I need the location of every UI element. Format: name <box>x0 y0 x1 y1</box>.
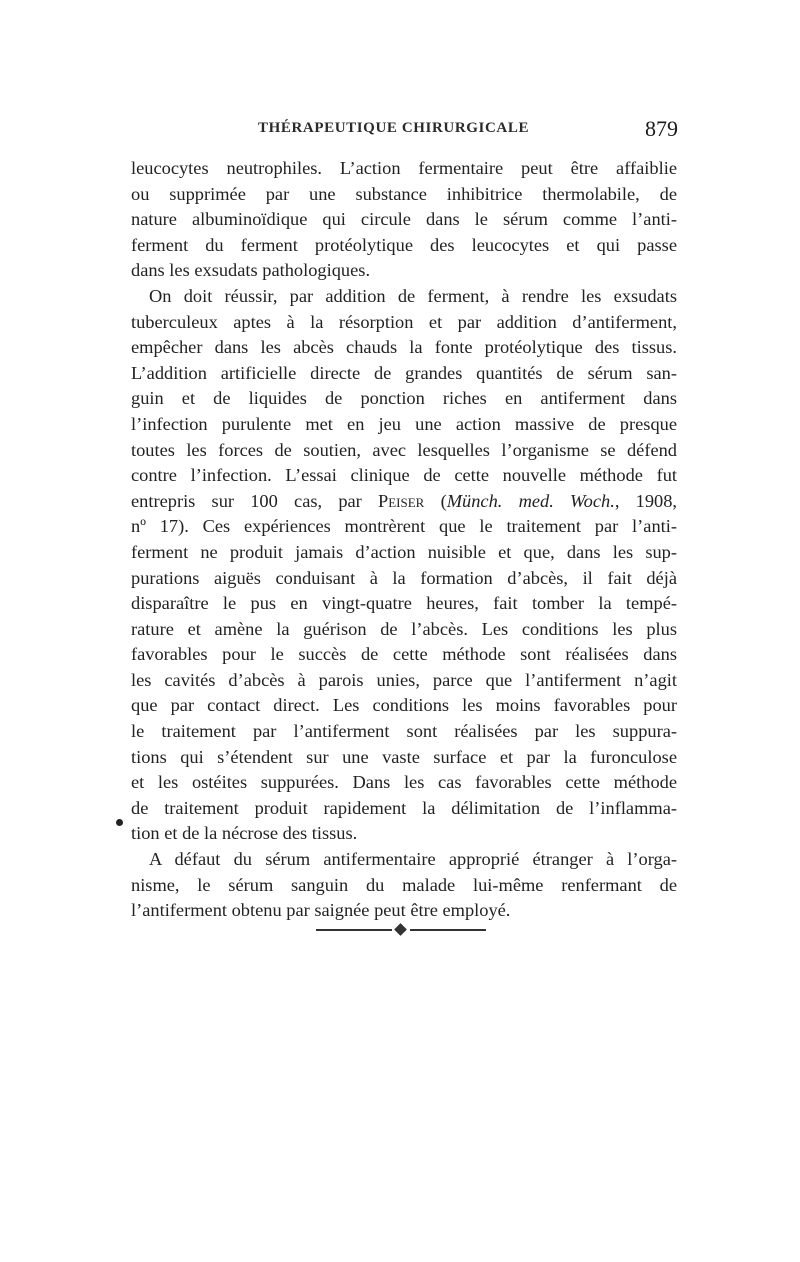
text-line: empêcher dans les abcès chauds la fonte protéolytique des tissus. <box>131 337 677 358</box>
ornament-diamond-icon <box>394 923 407 936</box>
ornament-rule-left <box>316 929 392 931</box>
text-line: disparaître le pus en vingt-quatre heures, fait tomber la tempé- <box>131 593 677 614</box>
text-line: favorables pour le succès de cette méthode sont réalisées dans <box>131 644 677 665</box>
text-line: l’infection purulente met en jeu une action massive de presque <box>131 413 677 434</box>
text-line: le traitement par l’antiferment sont réalisées par les suppura- <box>131 721 677 742</box>
text-line: de traitement produit rapidement la délimitation de l’inflamma- <box>131 797 677 818</box>
body-text <box>131 156 677 924</box>
citation-text-before: entrepris sur 100 cas, par <box>131 490 379 511</box>
running-head <box>130 116 678 146</box>
text-line: les cavités d’abcès à parois unies, parce que l’antiferment n’agit <box>131 669 677 690</box>
text-line: nº 17). Ces expériences montrèrent que le traitement par l’anti- <box>131 516 677 537</box>
margin-dot-mark <box>116 819 123 826</box>
text-line: et les ostéites suppurées. Dans les cas favorables cette méthode <box>131 772 677 793</box>
text-line: nature albuminoïdique qui circule dans le sérum comme l’anti- <box>131 209 677 230</box>
text-line: leucocytes neutrophiles. L’action fermentaire peut être affaiblie <box>131 158 677 178</box>
text-line: guin et de liquides de ponction riches en antiferment dans <box>131 388 677 409</box>
running-title: THÉRAPEUTIQUE CHIRURGICALE <box>258 120 530 136</box>
text-line: purations aiguës conduisant à la formation d’abcès, il fait déjà <box>131 567 677 588</box>
ornament-rule-right <box>410 929 486 931</box>
text-line: contre l’infection. L’essai clinique de cette nouvelle méthode fut <box>131 465 677 486</box>
text-line: toutes les forces de soutien, avec lesquelles l’organisme se défend <box>131 439 677 460</box>
text-line: ferment du ferment protéolytique des leucocytes et qui passe <box>131 234 677 255</box>
text-line: ou supprimée par une substance inhibitrice thermolabile, de <box>131 183 677 204</box>
citation-text-after: , 1908, <box>614 490 677 511</box>
text-line: tuberculeux aptes à la résorption et par addition d’antiferment, <box>131 311 677 332</box>
text-line: nisme, le sérum sanguin du malade lui-même renfermant de <box>131 874 677 895</box>
text-line: tion et de la nécrose des tissus. <box>131 823 358 844</box>
citation-open-paren: ( <box>424 490 447 511</box>
text-line: ferment ne produit jamais d’action nuisible et que, dans les sup- <box>131 541 677 562</box>
text-line: que par contact direct. Les conditions les moins favorables pour <box>131 695 677 716</box>
text-line: dans les exsudats pathologiques. <box>131 260 371 281</box>
text-line: L’addition artificielle directe de grandes quantités de sérum san- <box>131 362 677 383</box>
page-number: 879 <box>645 116 678 141</box>
text-line: tions qui s’étendent sur une vaste surface et par la furonculose <box>131 746 677 767</box>
text-line: l’antiferment obtenu par saignée peut être employé. <box>131 900 511 921</box>
citation-journal: Münch. med. Woch. <box>446 490 615 511</box>
text-line: A défaut du sérum antifermentaire approprié étranger à l’orga- <box>149 849 677 870</box>
end-ornament <box>316 924 486 936</box>
text-line: On doit réussir, par addition de ferment, à rendre les exsudats <box>149 285 677 306</box>
citation-line <box>131 489 677 515</box>
text-line: rature et amène la guérison de l’abcès. Les conditions les plus <box>131 618 677 639</box>
citation-author: Peiser <box>378 490 425 511</box>
